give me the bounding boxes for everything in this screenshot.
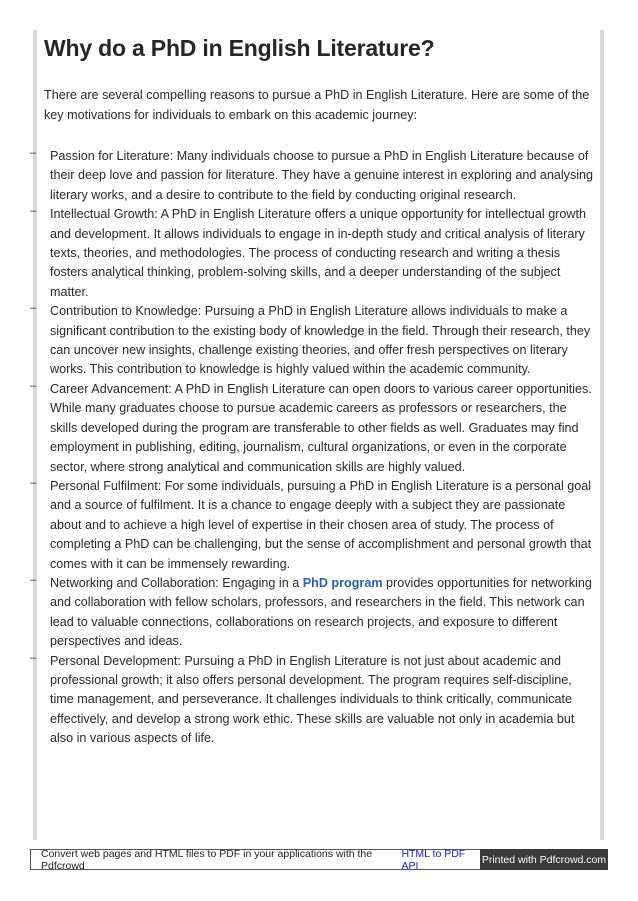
list-item-text: provides opportunities for networking and collaboration with fellow scholars, professors, and researchers in the field. This network can lead to valuable connections, collaborations on research projects, and exposure to different perspectives and ideas. — [50, 575, 592, 649]
list-item-text: Networking and Collaboration: Engaging in a — [50, 575, 303, 590]
list-item — [30, 205, 596, 302]
dash-bullet-icon: – — [30, 476, 37, 489]
intro-paragraph: There are several compelling reasons to pursue a PhD in English Literature. Here are some of the key motivations for individuals to embark on this academic journey: — [44, 88, 590, 122]
page-title: Why do a PhD in English Literature? — [44, 35, 435, 61]
footer-message — [30, 849, 480, 870]
html-to-pdf-api-link[interactable]: HTML to PDF API — [401, 847, 466, 872]
article — [30, 30, 596, 749]
list-item-text: Intellectual Growth: A PhD in English Literature offers a unique opportunity for intellectual growth and development. It allows individuals to engage in in-depth study and critical analysis of literary texts, theories, and methodologies. The process of conducting research and writing a thesis fosters analytical thinking, problem-solving skills, and a deeper understanding of the subject matter. — [50, 207, 587, 299]
list-item — [30, 147, 596, 205]
list-item-text: Personal Development: Pursuing a PhD in English Literature is not just about academic and professional growth; it also offers personal development. The program requires self-discipline, time management, and perseverance. It challenges individuals to think critically, communicate effectively, and develop a strong work ethic. These skills are valuable not only in academia but also in various aspects of life. — [50, 653, 575, 746]
list-item — [30, 302, 596, 380]
dash-bullet-icon: – — [30, 573, 37, 586]
dash-bullet-icon: – — [30, 379, 37, 392]
dash-bullet-icon: – — [30, 302, 37, 315]
list-item — [30, 652, 596, 749]
list-item — [30, 477, 596, 574]
phd-program-link[interactable]: PhD program — [302, 575, 383, 590]
list-item-text: Personal Fulfilment: For some individuals, pursuing a PhD in English Literature is a personal goal and a source of fulfilment. It is a chance to engage deeply with a subject they are passionate about and to achieve a high level of expertise in their chosen area of study. The process of completing a PhD can be challenging, but the sense of accomplishment and personal growth that comes with it can be immensely rewarding. — [50, 478, 592, 571]
list-item — [30, 574, 596, 652]
page-border-right — [600, 30, 604, 840]
list-item-text: Contribution to Knowledge: Pursuing a PhD in English Literature allows individuals to make a significant contribution to the existing body of knowledge in the field. Through their research, they can uncover new insights, challenge existing theories, and offer fresh perspectives on literary works. This contribution to knowledge is highly valued within the academic community. — [50, 304, 591, 377]
list-item — [30, 380, 596, 477]
dash-bullet-icon: – — [30, 205, 37, 218]
reasons-list — [30, 147, 596, 749]
pdfcrowd-footer — [30, 849, 608, 870]
dash-bullet-icon: – — [30, 651, 37, 664]
list-item-text: Passion for Literature: Many individuals choose to pursue a PhD in English Literature because of their deep love and passion for literature. They have a genuine interest in exploring and analysing literary works, and a desire to contribute to the field by conducting original research. — [50, 149, 594, 202]
footer-message-text: Convert web pages and HTML files to PDF in your applications with the Pdfcrowd — [41, 847, 373, 872]
list-item-text: Career Advancement: A PhD in English Literature can open doors to various career opportunities. While many graduates choose to pursue academic careers as professors or researchers, the skills developed during the program are transferable to other fields as well. Graduates may find employment in publishing, editing, journalism, cultural organizations, or even in the corporate sector, where strong analytical and communication skills are highly valued. — [50, 381, 592, 474]
dash-bullet-icon: – — [30, 147, 37, 159]
printed-with-badge[interactable]: Printed with Pdfcrowd.com — [480, 849, 608, 870]
